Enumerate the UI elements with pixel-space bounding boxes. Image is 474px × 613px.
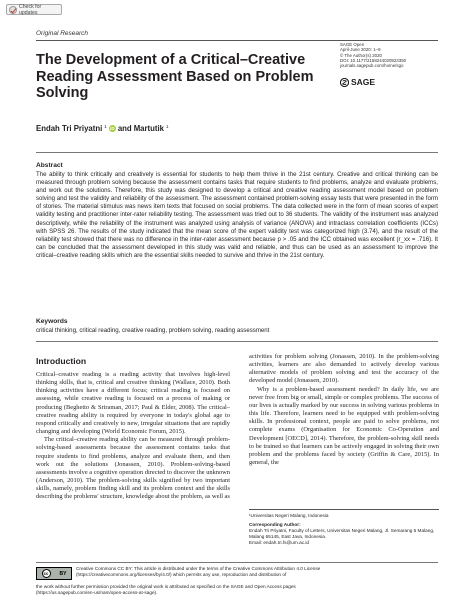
sage-logo: [340, 77, 375, 87]
corresponding-author-heading: Corresponding Author:: [249, 521, 301, 527]
keywords-bottom-divider: [36, 341, 438, 342]
keywords-list: critical thinking, critical reading, creative reading, problem solving, reading assessment: [36, 327, 270, 334]
journal-url[interactable]: journals.sagepub.com/home/sgo: [340, 63, 404, 69]
body-paragraph: Why is a problem-based assessment needed? In daily life, we are never free from big or small, simple or complex problems. The success of our lives is actually marked by our success in solving various problems in this life. Therefore, learners need to be equipped with problem-solving skills. In professional context, people are paid to solve problems, not complete exams (Organisation for Economic Co-Operation and Development [OECD], 2014). Therefore, the problem-solving skill needs to be trained so that learners can be actively engaged in solving their own problem and the problems faced by society (Griffin & Care, 2015). In general, the: [249, 385, 439, 467]
affiliation-marker: 1: [166, 124, 169, 129]
license-text-top: [76, 566, 440, 578]
license-divider: [36, 562, 438, 563]
footnote-divider: [249, 509, 439, 510]
abstract-top-divider: [36, 152, 438, 153]
keywords-heading: Keywords: [36, 318, 68, 325]
cc-icon: cc: [42, 569, 51, 578]
sage-logo-text: SAGE: [351, 77, 376, 87]
article-type-label: Original Research: [36, 30, 89, 37]
check-updates-label: Check for updates: [18, 3, 42, 16]
author-line: [36, 124, 169, 133]
author-connector: and: [117, 124, 132, 133]
sage-logo-icon: [340, 78, 349, 87]
article-title: The Development of a Critical–Creative Reading Assessment Based on Problem Solving: [36, 52, 314, 101]
license-link[interactable]: (https://us.sagepub.com/en-us/nam/open-access-at-sage).: [36, 590, 158, 595]
body-paragraph: activities for problem solving (Jonassen, 2010). In the problem-solving activities, learners are also demanded to actively develop various alternative models of problem solving and test the accuracy of the developed model (Jonassen, 2010).: [249, 353, 439, 385]
orcid-icon[interactable]: iD: [110, 126, 115, 131]
body-column-left: [36, 371, 230, 502]
abstract-heading: Abstract: [36, 162, 63, 169]
author-name: Endah Tri Priyatni: [36, 124, 103, 133]
cc-by-label: BY: [59, 570, 67, 577]
check-updates-icon: [9, 6, 17, 14]
journal-name: SAGE Open: [340, 42, 365, 47]
corresponding-author-email[interactable]: Email: endah.tri.fs@um.ac.id: [249, 539, 309, 545]
license-link[interactable]: (https://creativecommons.org/licenses/by/4.0/) which permits any use, reproduction and distribution of: [76, 572, 287, 577]
corresponding-author-address: Endah Tri Priyatni, Faculty of Letters, Universitas Negeri Malang, Jl. Semarang 5 Malang, Malang 65145, East Java, Indonesia.: [249, 527, 435, 539]
creative-commons-badge[interactable]: [36, 567, 72, 580]
footnote-block: [249, 513, 439, 546]
header-divider: [36, 40, 438, 41]
author-name: Martutik: [133, 124, 165, 133]
affiliation-marker: 1: [104, 124, 107, 129]
abstract-body: The ability to think critically and creatively is essential for students to help them thrive in the 21st century. Creative and critical thinking can be measured through problem solving because the assessment contains tasks that require students to find problems, analyze and evaluate problems, and work out the solutions. Therefore, this study was designed to develop a critical and creative reading assessment model based on problem solving and test the validity and reliability of the assessment. The assessment contained problem-solving essay tests that were presented in the form of stories. The material stimulus was news item texts that focused on social problems. The data collected were in the form of mean scores of expert validity testing and practitioner inter-rater reliability testing. The assessment was tried out to 36 students. The validity of the instrument was analyzed descriptively, while the reliability of the instrument was analyzed using analysis of variance (ANOVA) and intraclass correlation coefficients (ICCs) with SPSS 26. The results of the study indicated that the mean score of the expert validity test was categorized high (3.74), and the result of the reliability test showed that there was no difference in the inter-rater assessment because p > .05 and the ICC obtained was excellent (r_xx = .716). It can be concluded that the assessment developed in this study was valid and reliable, and thus can be used as an assessment to improve the critical–creative reading skills which are the essential skills needed to survive and thrive in the 21st century.: [36, 171, 438, 259]
body-column-right: [249, 353, 439, 467]
license-line: the work without further permission provided the original work is attributed as specified on the SAGE and Open Access pages: [36, 584, 296, 589]
introduction-heading: Introduction: [36, 356, 87, 366]
affiliation-note: ¹Universitas Negeri Malang, Indonesia: [249, 513, 329, 518]
check-for-updates-button[interactable]: [6, 4, 62, 15]
journal-meta: [340, 42, 450, 68]
journal-issue: April-June 2020: 1–9: [340, 47, 381, 53]
license-line: Creative Commons CC BY: This article is distributed under the terms of the Creative Commons Attribution 4.0 License: [76, 566, 321, 571]
license-text-bottom: [36, 584, 440, 596]
body-paragraph: Critical–creative reading is a reading activity that involves high-level thinking skills, that is, critical and creative thinking (Wallace, 2010). Both thinking activities have a different focus; critical reading is focused on assessing, while creative reading is focused on a process of making or producing (Beghetto & Sriraman, 2017; Paul & Elder, 2008). The critical–creative reading ability is required by everyone in today's global age to respond critically and creatively to new, irregular situations that are rapidly changing and developing (World Economic Forum, 2015).: [36, 371, 230, 436]
doi-line[interactable]: DOI: 10.1177/2158244020923350: [340, 57, 407, 63]
copyright-line: © The Author(s) 2020: [340, 52, 382, 58]
body-paragraph: The critical–creative reading ability can be measured through problem-solving-based assessments because the assessment contains tasks that require students to find problems, analyze and evaluate them, and then work out the solutions (Jonassen, 2010). Problem-solving-based assessments involve a cognitive operation directed to discover the unknown (Anderson, 2010). The problem-solving skills signified by two important skills, namely, problem finding skill and its problem context and the skills describing the problems' structure, knowledge about the problem, as well as: [36, 436, 230, 501]
